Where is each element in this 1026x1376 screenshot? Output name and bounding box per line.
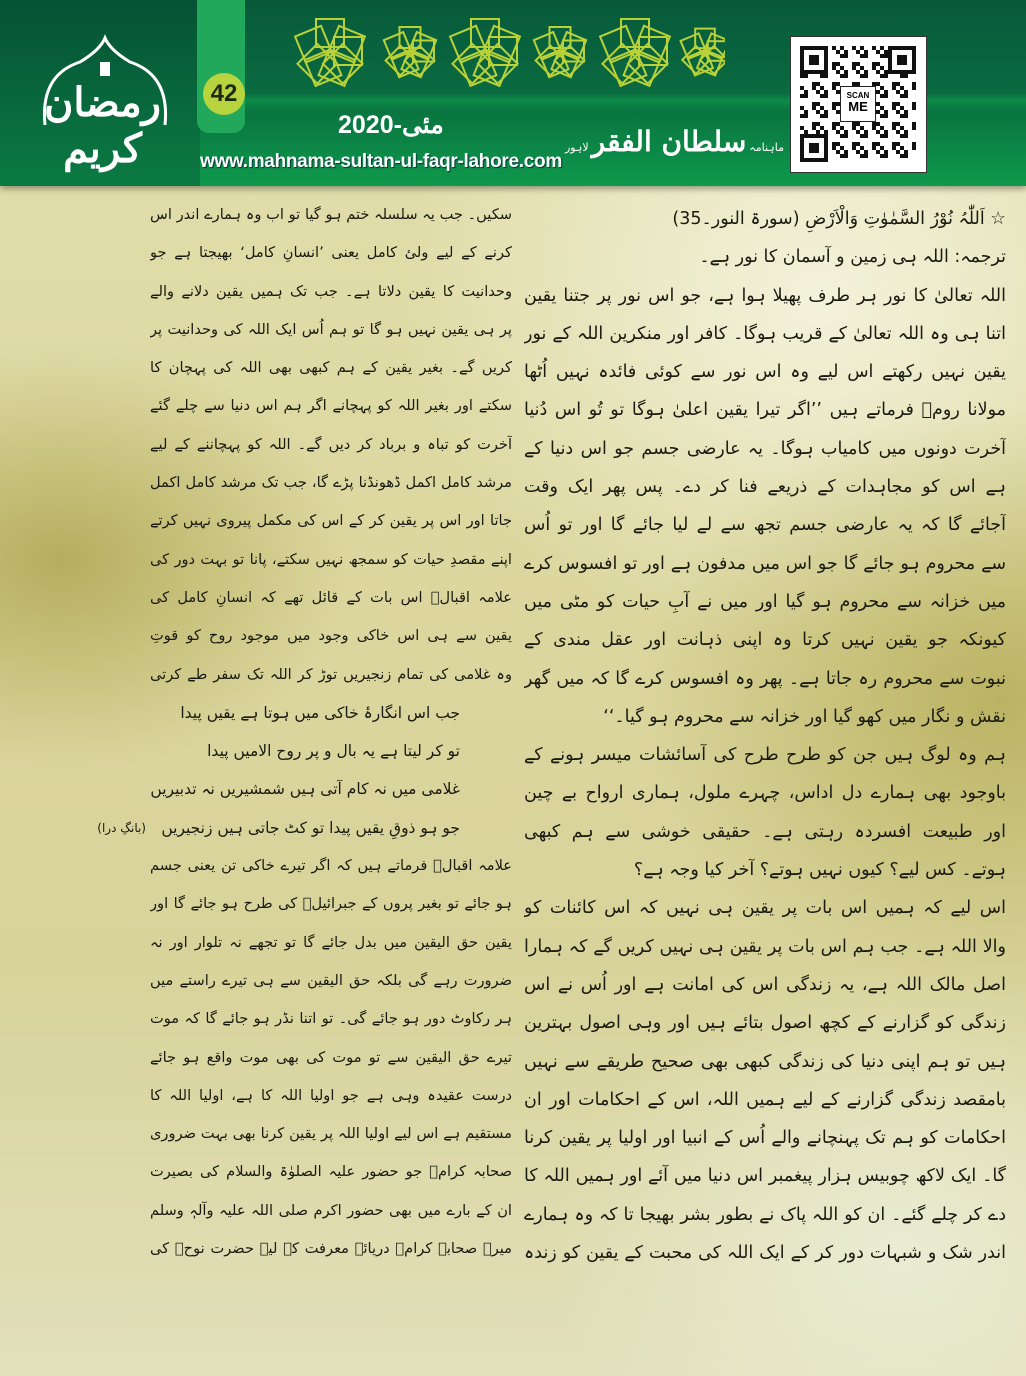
text-line: [150, 885, 512, 923]
line-text: یقین حق الیقین میں بدل جائے گا تو تجھے نہ تلوار اور نہ: [150, 933, 512, 951]
text-line: [150, 196, 512, 234]
line-text: ضرورت رہے گی بلکہ حق الیقین سے ہی تیرے راستے میں: [150, 971, 512, 989]
text-line: [524, 315, 1006, 353]
line-text: ہم وہ لوگ ہیں جن کو طرح طرح کی آسائشات میسر ہونے کے: [524, 745, 1006, 766]
line-text: علامہ اقبالؒ فرماتے ہیں کہ اگر تیرے خاکی تن یعنی جسم: [150, 857, 512, 875]
text-line: [524, 277, 1006, 315]
text-line: [524, 928, 1006, 966]
line-text: یقین نہیں رکھتے اس لیے وہ اس نور سے کوئی فائدہ نہیں اُٹھا: [524, 362, 1006, 383]
line-text: ☆ اَللّٰہُ نُوْرُ السَّمٰوٰتِ وَالْاَرْضِ (سورۃ النور۔35): [672, 209, 1006, 229]
text-line: [524, 506, 1006, 544]
text-line: [150, 1000, 512, 1038]
line-text: پر ہی یقین نہیں ہو گا تو ہم اُس ایک اللہ کی وحدانیت پر: [150, 320, 512, 338]
line-text: ہوتے۔ کس لیے؟ کیوں نہیں ہوتے؟ آخر کیا وجہ ہے؟: [633, 860, 1006, 881]
text-line: [150, 1115, 512, 1153]
text-line: [150, 273, 512, 311]
line-text: وہ غلامی کی تمام زنجیریں توڑ کر اللہ تک سفر طے کرتی: [150, 665, 512, 683]
article-column-right: [524, 200, 1006, 1272]
text-line: [150, 234, 512, 272]
line-text: میرے صحابہ کرامؓ دریائے معرفت کے لیے حضرت نوحؑ کی: [150, 1240, 512, 1258]
text-line: [150, 311, 512, 349]
text-line: [524, 698, 1006, 736]
line-text: کریں گے۔ بغیر یقین کے ہم کبھی بھی اللہ کی پہچان کا: [150, 359, 512, 377]
text-line: [524, 1043, 1006, 1081]
text-line: [150, 1153, 512, 1191]
text-line: [524, 1157, 1006, 1195]
line-text: میں خزانہ سے محروم ہو گیا اور میں نے آبِ حیات کو مٹی میں: [524, 591, 1006, 612]
text-line: [524, 353, 1006, 391]
line-text: سے محروم ہو جائے گا جو اس میں مدفون ہے اور تو افسوس کرے: [524, 553, 1006, 574]
text-line: [524, 468, 1006, 506]
text-line: [524, 430, 1006, 468]
page-header: [0, 0, 1026, 186]
text-line: [524, 1081, 1006, 1119]
line-text: جب اس انگارۂ خاکی میں ہوتا ہے یقیں پیدا: [180, 703, 460, 722]
text-line: [524, 736, 1006, 774]
poem-verse: [150, 770, 512, 808]
website-link[interactable]: www.mahnama-sultan-ul-faqr-lahore.com: [200, 151, 562, 172]
line-text: تو کر لیتا ہے یہ بال و پر روح الامیں پیدا: [207, 742, 460, 761]
line-text: اپنے مقصدِ حیات کو سمجھ نہیں سکتے، پانا تو بہت دور کی: [150, 550, 512, 568]
line-text: وحدانیت کا یقین دلاتا ہے۔ جب تک ہمیں یقین دلانے والے: [150, 282, 512, 300]
line-text: صحابہ کرامؓ جو حضور علیہ الصلوٰۃ والسلام کی بصیرت: [150, 1163, 512, 1181]
masthead-city: لاہور: [564, 141, 589, 154]
line-text: نبوت سے محروم رہ جاتا ہے۔ پھر وہ افسوس کرے گا کہ میں گھر: [524, 668, 1006, 689]
text-line: [524, 851, 1006, 889]
scan-me-label: [840, 86, 876, 122]
line-text: بامقصد زندگی گزارنے کے لیے ہمیں اللہ، اس کے احکامات اور ان: [524, 1089, 1006, 1110]
text-line: [150, 579, 512, 617]
line-text: سکیں۔ جب یہ سلسلہ ختم ہو گیا تو اب وہ ہمارے اندر اس: [150, 206, 512, 223]
text-line: [524, 660, 1006, 698]
line-text: مرشد کامل اکمل ڈھونڈنا پڑے گا، جب تک مرشد کامل اکمل: [150, 474, 512, 492]
line-text: والا اللہ ہے۔ جب ہم اس بات پر یقین ہی نہیں کریں گے کہ ہمارا: [524, 936, 1006, 957]
line-text: احکامات کو ہم تک پہنچانے والے اُس کے انبیا اور اولیا پر یقین کرنا: [524, 1128, 1006, 1149]
line-text: اصل مالک اللہ ہے، یہ زندگی اس کی امانت ہے اور اُس نے اس: [524, 974, 1006, 995]
text-line: [524, 391, 1006, 429]
line-text: آخرت کو تباہ و برباد کر دیں گے۔ اللہ کو پہچاننے کے لیے: [150, 435, 512, 453]
line-text: ترجمہ: اللہ ہی زمین و آسمان کا نور ہے۔: [699, 247, 1006, 268]
text-line: [150, 349, 512, 387]
poem-verse: [150, 694, 512, 732]
line-text: غلامی میں نہ کام آتی ہیں شمشیریں نہ تدبیریں: [150, 780, 460, 799]
text-line: [150, 656, 512, 694]
line-text: ہیں تو ہم اپنی دنیا کی زندگی کبھی بھی صحیح طریقے سے نہیں: [524, 1051, 1006, 1072]
line-text: گا۔ ایک لاکھ چوبیس ہزار پیغمبر اس دنیا میں آئے اور ہمیں اللہ کا: [524, 1166, 1006, 1187]
line-text: سکتے اور بغیر اللہ کو پہچانے اگر ہم اس دنیا سے چلے گئے: [150, 397, 512, 415]
masthead-prefix: ماہنامہ: [749, 141, 784, 154]
line-text: جاتا اور اس پر یقین کر کے اس کی مکمل پیروی نہیں کرتے: [150, 512, 512, 530]
poem-verse: [150, 732, 512, 770]
text-line: [524, 1119, 1006, 1157]
text-line: [524, 889, 1006, 927]
text-line: [150, 387, 512, 425]
page-number: 42: [203, 73, 245, 115]
line-text: نقش و نگار میں کھو گیا اور خزانہ سے محروم ہو گیا۔‘‘: [603, 706, 1006, 727]
text-line: [524, 583, 1006, 621]
line-text: کیونکہ جو یقین نہیں کرتا وہ اپنی ذہانت اور عقل مندی کے: [524, 630, 1006, 651]
text-line: [150, 1039, 512, 1077]
line-text: آخرت دونوں میں کامیاب ہوگا۔ یہ عارضی جسم جو اس دنیا کے: [524, 438, 1006, 459]
poem-source: (بانگِ درا): [97, 820, 146, 835]
geometric-ornament-icon: [285, 6, 725, 98]
text-line: [524, 1234, 1006, 1272]
line-text: کرنے کے لیے ولیٔ کامل یعنی ’انسانِ کامل‘ بھیجتا ہے جو: [150, 244, 512, 262]
line-text: اللہ تعالیٰ کا نور ہر طرف پھیلا ہوا ہے، جو اس نور پر جتنا یقین: [524, 285, 1006, 306]
text-line: [150, 464, 512, 502]
line-text: ہے اس کو مجاہدات کے ذریعے فنا کر دے۔ پس پھر ایک وقت: [524, 477, 1006, 498]
article-column-left: [97, 196, 512, 1268]
line-text: مستقیم ہے اس لیے اولیا اللہ پر یقین کرنا بھی بہت ضروری: [150, 1125, 512, 1143]
text-line: [524, 200, 1006, 238]
line-text: اندر شک و شبہات دور کر کے ایک اللہ کی محبت کے یقین کو زندہ: [524, 1243, 1006, 1264]
text-line: [150, 847, 512, 885]
line-text: تیرے حق الیقین سے تو موت کی بھی موت واقع ہو جائے: [150, 1048, 512, 1066]
text-line: [524, 621, 1006, 659]
text-line: [524, 1004, 1006, 1042]
line-text: علامہ اقبالؒ اس بات کے قائل تھے کہ انسانِ کامل کی: [150, 588, 512, 606]
text-line: [150, 962, 512, 1000]
line-text: درست عقیدہ وہی ہے جو اولیا اللہ کا ہے، اولیا اللہ کا: [150, 1086, 512, 1104]
line-text: اس لیے کہ ہمیں اس بات پر یقین ہی نہیں کہ اس کائنات کو: [524, 898, 1006, 919]
poem-verse: [150, 809, 512, 847]
line-text: اتنا ہی وہ اللہ تعالیٰ کے قریب ہوگا۔ کافر اور منکرین اللہ کے نور: [524, 323, 1006, 344]
line-text: یقین سے ہی اس خاکی وجود میں موجود روح کو قوتِ: [150, 627, 512, 645]
text-line: [150, 924, 512, 962]
scan-text: SCAN: [846, 91, 870, 100]
text-line: [524, 774, 1006, 812]
text-line: [524, 545, 1006, 583]
masthead-title: سلطان الفقر: [591, 125, 747, 158]
qr-code[interactable]: [790, 36, 927, 173]
text-line: [150, 1230, 512, 1268]
me-text: ME: [848, 99, 868, 114]
text-line: [150, 426, 512, 464]
logo-calligraphy: رمضان کریم: [44, 79, 161, 172]
text-line: [150, 1192, 512, 1230]
line-text: اور طبیعت افسردہ رہتی ہے۔ حقیقی خوشی سے ہم کبھی: [524, 821, 1006, 842]
line-text: زندگی کو گزارنے کے کچھ اصول بتائے ہیں اور وہی اصول بہترین: [524, 1013, 1006, 1034]
line-text: جو ہو ذوقِ یقیں پیدا تو کٹ جاتی ہیں زنجیریں: [161, 818, 460, 837]
text-line: [150, 502, 512, 540]
text-line: [524, 813, 1006, 851]
text-line: [150, 541, 512, 579]
line-text: ہر رکاوٹ دور ہو جائے گی۔ تو اتنا نڈر ہو جائے گا کہ موت: [150, 1010, 512, 1028]
line-text: مولانا رومؒ فرماتے ہیں ’’اگر تیرا یقین اعلیٰ ہوگا تو تُو اس دُنیا: [524, 400, 1006, 421]
line-text: ان کے بارے میں بھی حضور اکرم صلی اللہ علیہ وآلہٖ وسلم: [150, 1201, 512, 1219]
text-line: [150, 1077, 512, 1115]
text-line: [150, 617, 512, 655]
ramadan-kareem-logo: [0, 0, 200, 186]
text-line: [524, 1196, 1006, 1234]
line-text: آجائے گا کہ یہ عارضی جسم تجھ سے لے لیا جائے گا اور تو اُس: [524, 515, 1006, 536]
magazine-masthead: [564, 122, 784, 168]
text-line: [524, 238, 1006, 276]
text-line: [524, 966, 1006, 1004]
issue-date: مئی-2020: [338, 111, 444, 139]
line-text: باوجود بھی ہمارے دل اداس، چہرے ملول، ہماری ارواح بے چین: [524, 783, 1006, 804]
line-text: ہو جائے تو بغیر پروں کے جبرائیلؑ کی طرح ہو جائے گا اور: [150, 895, 512, 913]
line-text: دے کر چلے گئے۔ ان کو اللہ پاک نے بطور بشر بھیجا تا کہ وہ ہمارے: [524, 1204, 1006, 1225]
